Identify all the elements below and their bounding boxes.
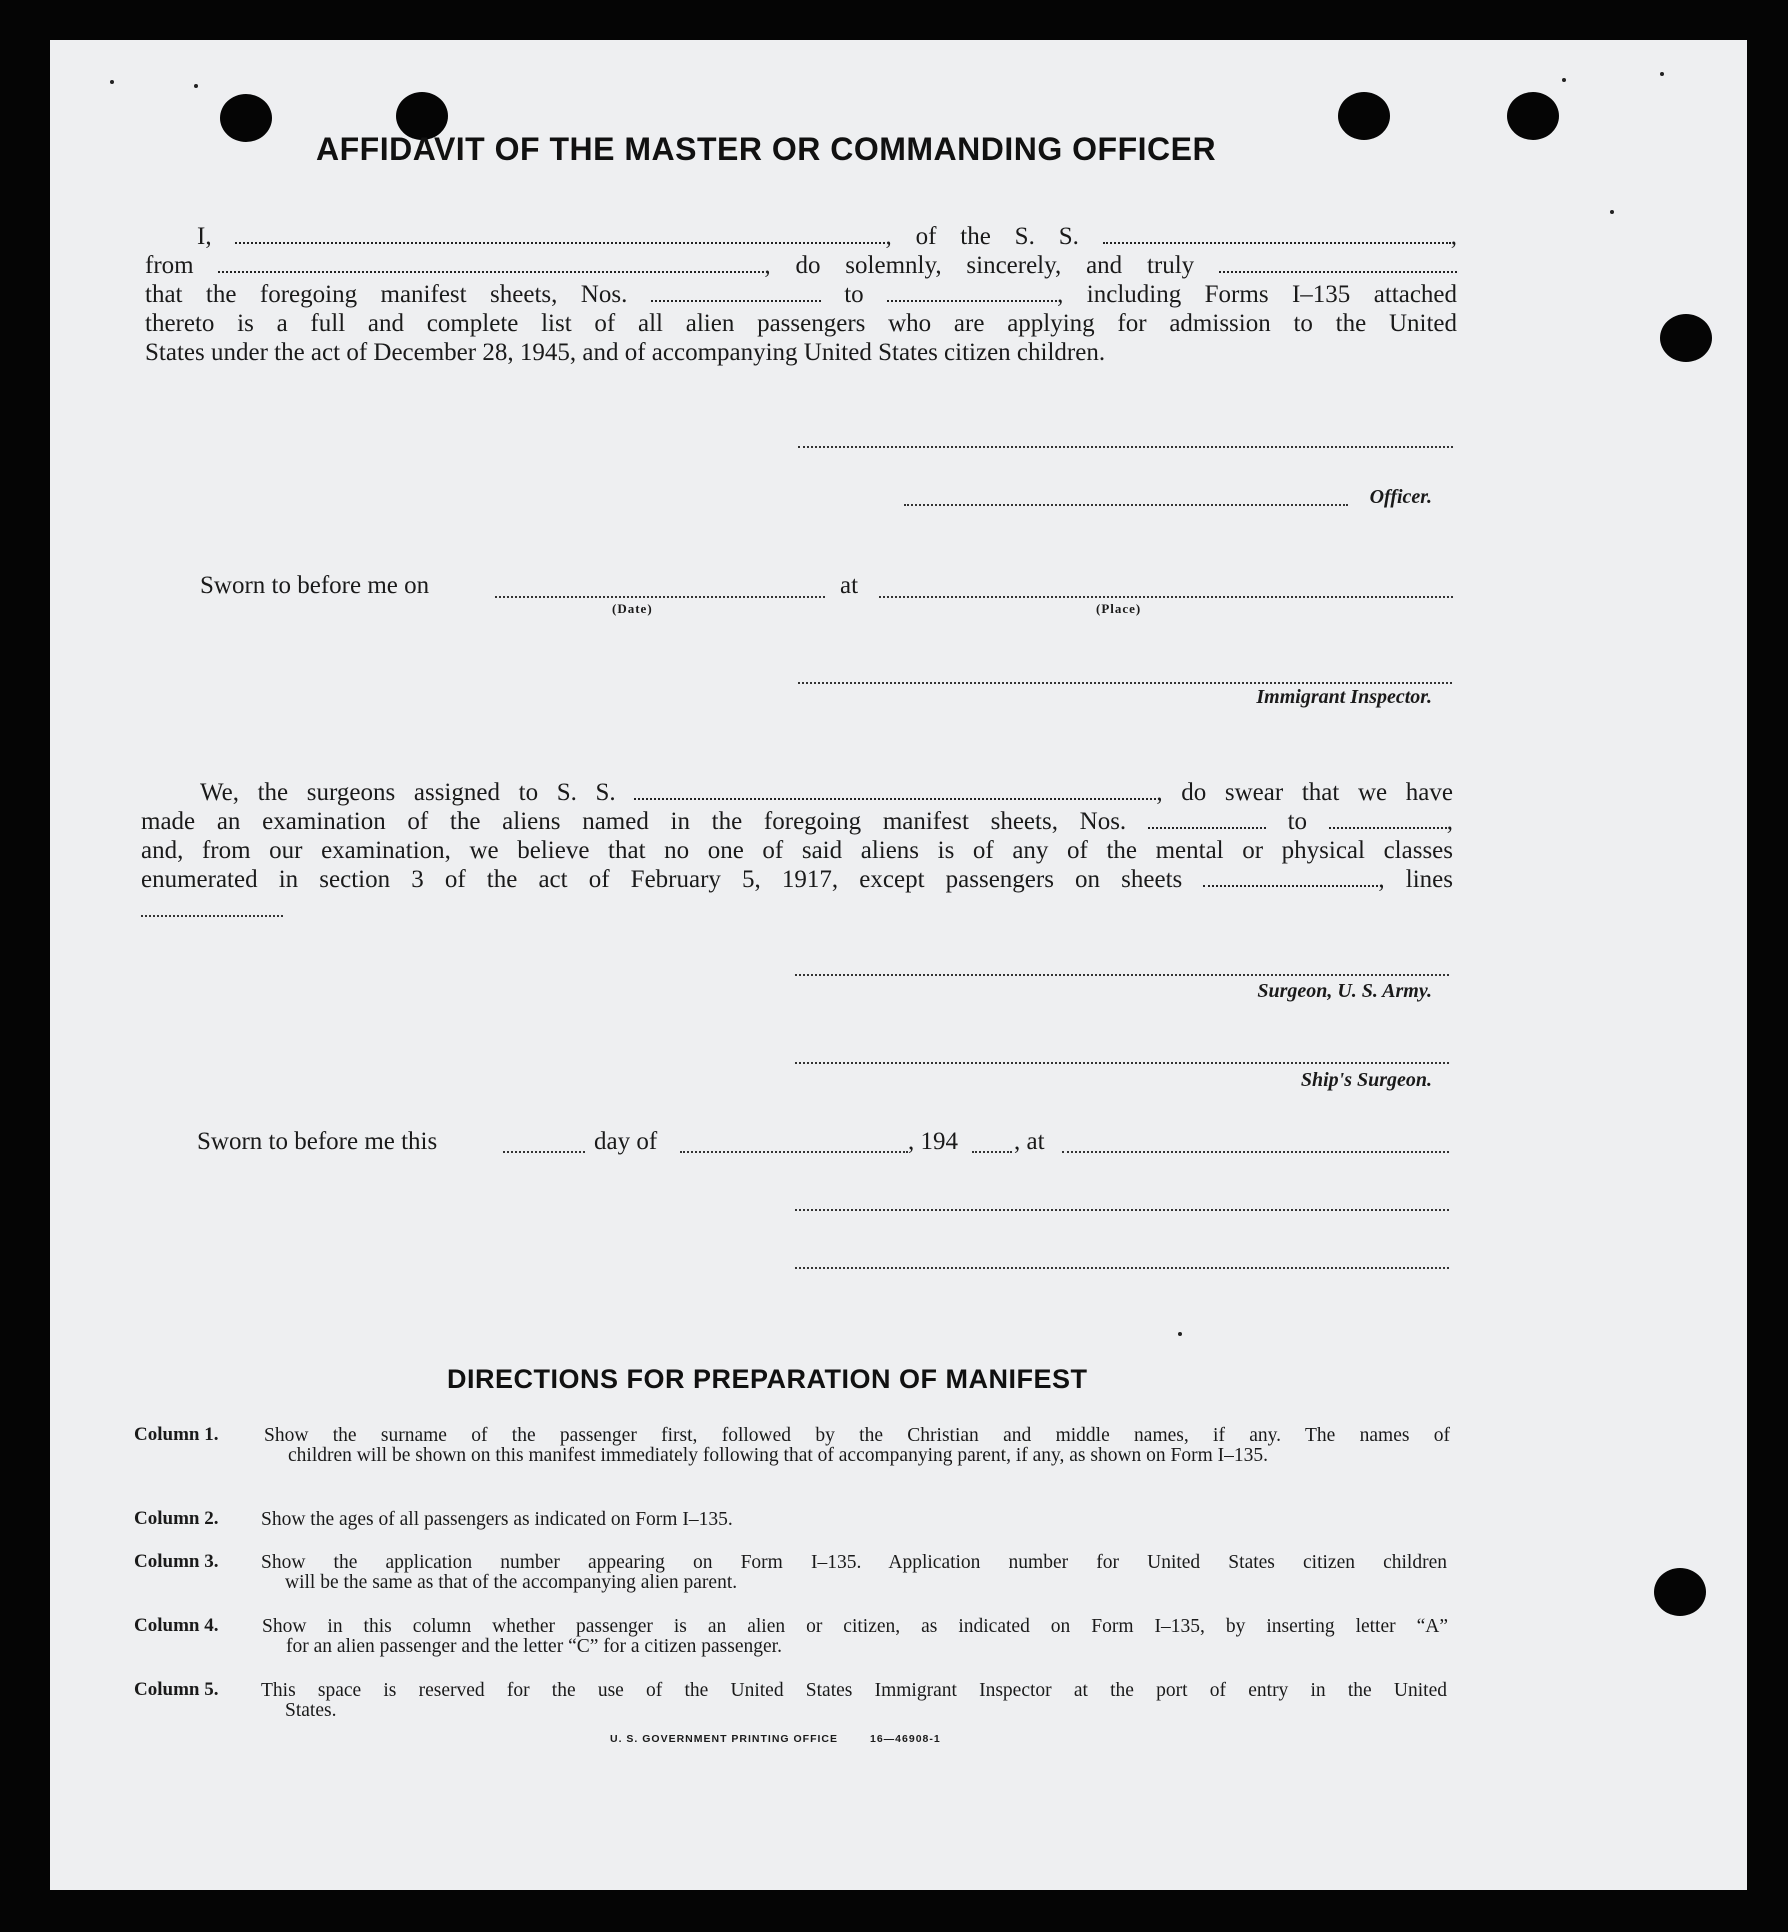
form-code: 16—46908-1 bbox=[870, 1733, 941, 1745]
form-heading: AFFIDAVIT OF THE MASTER OR COMMANDING OFFICER bbox=[316, 131, 1217, 167]
column-4-label: Column 4. bbox=[134, 1615, 219, 1636]
ship-name-field[interactable] bbox=[1103, 225, 1451, 244]
surgeons-text: enumerated in section 3 of the act of February 5, 1917, except passengers on sheets bbox=[141, 866, 1183, 893]
ship-surgeon-label: Ship's Surgeon. bbox=[1300, 1069, 1432, 1091]
affidavit-text: I, bbox=[197, 223, 212, 250]
sworn-year-label: , 194 bbox=[908, 1128, 958, 1155]
officer-title-line[interactable] bbox=[904, 504, 1348, 506]
sworn-day-label: Sworn to before me this bbox=[197, 1128, 438, 1155]
sworn-place-field-2[interactable] bbox=[1062, 1151, 1449, 1153]
port-field[interactable] bbox=[218, 254, 764, 273]
column-2-label: Column 2. bbox=[134, 1508, 219, 1529]
sworn-month-field[interactable] bbox=[680, 1151, 908, 1153]
lines-field[interactable] bbox=[141, 915, 283, 917]
army-surgeon-label: Surgeon, U. S. Army. bbox=[1257, 980, 1432, 1002]
column-5-label: Column 5. bbox=[134, 1679, 219, 1700]
surgeons-text: made an examination of the aliens named in the foregoing manifest sheets, Nos. bbox=[141, 808, 1127, 835]
column-4-text bbox=[262, 1617, 1448, 1657]
sworn-place-field[interactable] bbox=[879, 596, 1453, 598]
surgeons-text: , do swear that we have bbox=[1156, 779, 1453, 806]
column-3-label: Column 3. bbox=[134, 1551, 219, 1572]
surgeon-sheet-to-field[interactable] bbox=[1329, 810, 1447, 829]
sworn-day-of-label: day of bbox=[594, 1128, 658, 1155]
surgeon-ship-field[interactable] bbox=[634, 781, 1156, 800]
surgeons-text: We, the surgeons assigned to S. S. bbox=[200, 779, 616, 806]
officer-signature-line[interactable] bbox=[798, 446, 1453, 448]
column-4-first: Show in this column whether passenger is an alien or citizen, as indicated on Form I–135, by inserting letter “A” bbox=[262, 1616, 1448, 1637]
surgeons-text: to bbox=[1287, 808, 1308, 835]
punch-hole bbox=[1507, 92, 1559, 140]
affidavit-line-4: thereto is a full and complete list of all alien passengers who are applying for admission to the United bbox=[145, 310, 1457, 337]
sheet-from-field[interactable] bbox=[651, 283, 821, 302]
column-5-rest: States. bbox=[285, 1700, 337, 1721]
scan-speck bbox=[110, 80, 114, 84]
oath-field[interactable] bbox=[1219, 254, 1457, 273]
punch-hole bbox=[1660, 314, 1712, 362]
column-2-text bbox=[261, 1510, 1447, 1530]
affidavit-text: that the foregoing manifest sheets, Nos. bbox=[145, 281, 628, 308]
army-surgeon-signature-line[interactable] bbox=[795, 974, 1449, 976]
affidavit-line-2 bbox=[145, 251, 1457, 280]
surgeons-line-2 bbox=[141, 807, 1453, 836]
affidavit-text: , bbox=[1450, 223, 1457, 250]
ship-surgeon-signature-line[interactable] bbox=[795, 1062, 1449, 1064]
date-caption: (Date) bbox=[612, 601, 653, 616]
affidavit-text: , do solemnly, sincerely, and truly bbox=[764, 252, 1195, 279]
scan-speck bbox=[194, 84, 198, 88]
surgeon-sheet-from-field[interactable] bbox=[1148, 810, 1266, 829]
surgeons-text: , lines bbox=[1378, 866, 1453, 893]
punch-hole bbox=[1654, 1568, 1706, 1616]
signature-line-b[interactable] bbox=[795, 1267, 1449, 1269]
affidavit-line-3 bbox=[145, 280, 1457, 309]
column-1-rest: children will be shown on this manifest immediately following that of accompanying parent, if any, as shown on Form I–135. bbox=[288, 1445, 1269, 1466]
inspector-label: Immigrant Inspector. bbox=[1256, 686, 1432, 708]
column-4-rest: for an alien passenger and the letter “C” for a citizen passenger. bbox=[286, 1636, 782, 1657]
signature-line-a[interactable] bbox=[795, 1209, 1449, 1211]
affidavit-text: , including Forms I–135 attached bbox=[1057, 281, 1458, 308]
sworn-day-field[interactable] bbox=[503, 1151, 585, 1153]
sheet-to-field[interactable] bbox=[887, 283, 1057, 302]
scan-speck bbox=[1610, 210, 1614, 214]
affidavit-text: , of the S. S. bbox=[885, 223, 1079, 250]
except-sheets-field[interactable] bbox=[1203, 868, 1378, 887]
column-5-first: This space is reserved for the use of the United States Immigrant Inspector at the port of entry in the United bbox=[261, 1680, 1447, 1701]
column-3-text bbox=[261, 1553, 1447, 1593]
column-1-text bbox=[264, 1426, 1450, 1465]
affidavit-text: to bbox=[844, 281, 864, 308]
surgeons-line-4 bbox=[141, 865, 1453, 894]
punch-hole bbox=[1338, 92, 1390, 140]
scan-speck bbox=[1562, 78, 1566, 82]
affidavit-line-5: States under the act of December 28, 1945, and of accompanying United States citizen children. bbox=[145, 339, 1106, 366]
column-5-text bbox=[261, 1681, 1447, 1721]
column-3-rest: will be the same as that of the accompanying alien parent. bbox=[285, 1572, 738, 1593]
scan-speck bbox=[1660, 72, 1664, 76]
officer-name-field[interactable] bbox=[235, 225, 885, 244]
column-3-first: Show the application number appearing on Form I–135. Application number for United States citizen children bbox=[261, 1552, 1447, 1573]
place-caption: (Place) bbox=[1096, 601, 1142, 616]
printing-office: U. S. GOVERNMENT PRINTING OFFICE bbox=[610, 1733, 839, 1745]
surgeons-text: , bbox=[1446, 808, 1453, 835]
affidavit-line-1 bbox=[145, 222, 1457, 251]
column-1-first: Show the surname of the passenger first, followed by the Christian and middle names, if any. The names of bbox=[264, 1425, 1450, 1446]
surgeons-line-3: and, from our examination, we believe that no one of said aliens is of any of the mental or physical classes bbox=[141, 837, 1453, 864]
punch-hole bbox=[220, 94, 272, 142]
officer-label: Officer. bbox=[1369, 486, 1432, 508]
scan-speck bbox=[1178, 1332, 1182, 1336]
inspector-signature-line[interactable] bbox=[798, 682, 1452, 684]
surgeons-line-1 bbox=[141, 778, 1453, 807]
sworn-date-field[interactable] bbox=[495, 596, 825, 598]
directions-heading: DIRECTIONS FOR PREPARATION OF MANIFEST bbox=[447, 1364, 1088, 1394]
sworn-at-label-2: , at bbox=[1014, 1128, 1045, 1155]
affidavit-text: from bbox=[145, 252, 194, 279]
column-2-first: Show the ages of all passengers as indicated on Form I–135. bbox=[261, 1509, 733, 1530]
sworn-at-label: at bbox=[840, 572, 859, 599]
sworn-year-field[interactable] bbox=[972, 1151, 1012, 1153]
sworn-date-label: Sworn to before me on bbox=[200, 572, 430, 599]
column-1-label: Column 1. bbox=[134, 1424, 219, 1445]
